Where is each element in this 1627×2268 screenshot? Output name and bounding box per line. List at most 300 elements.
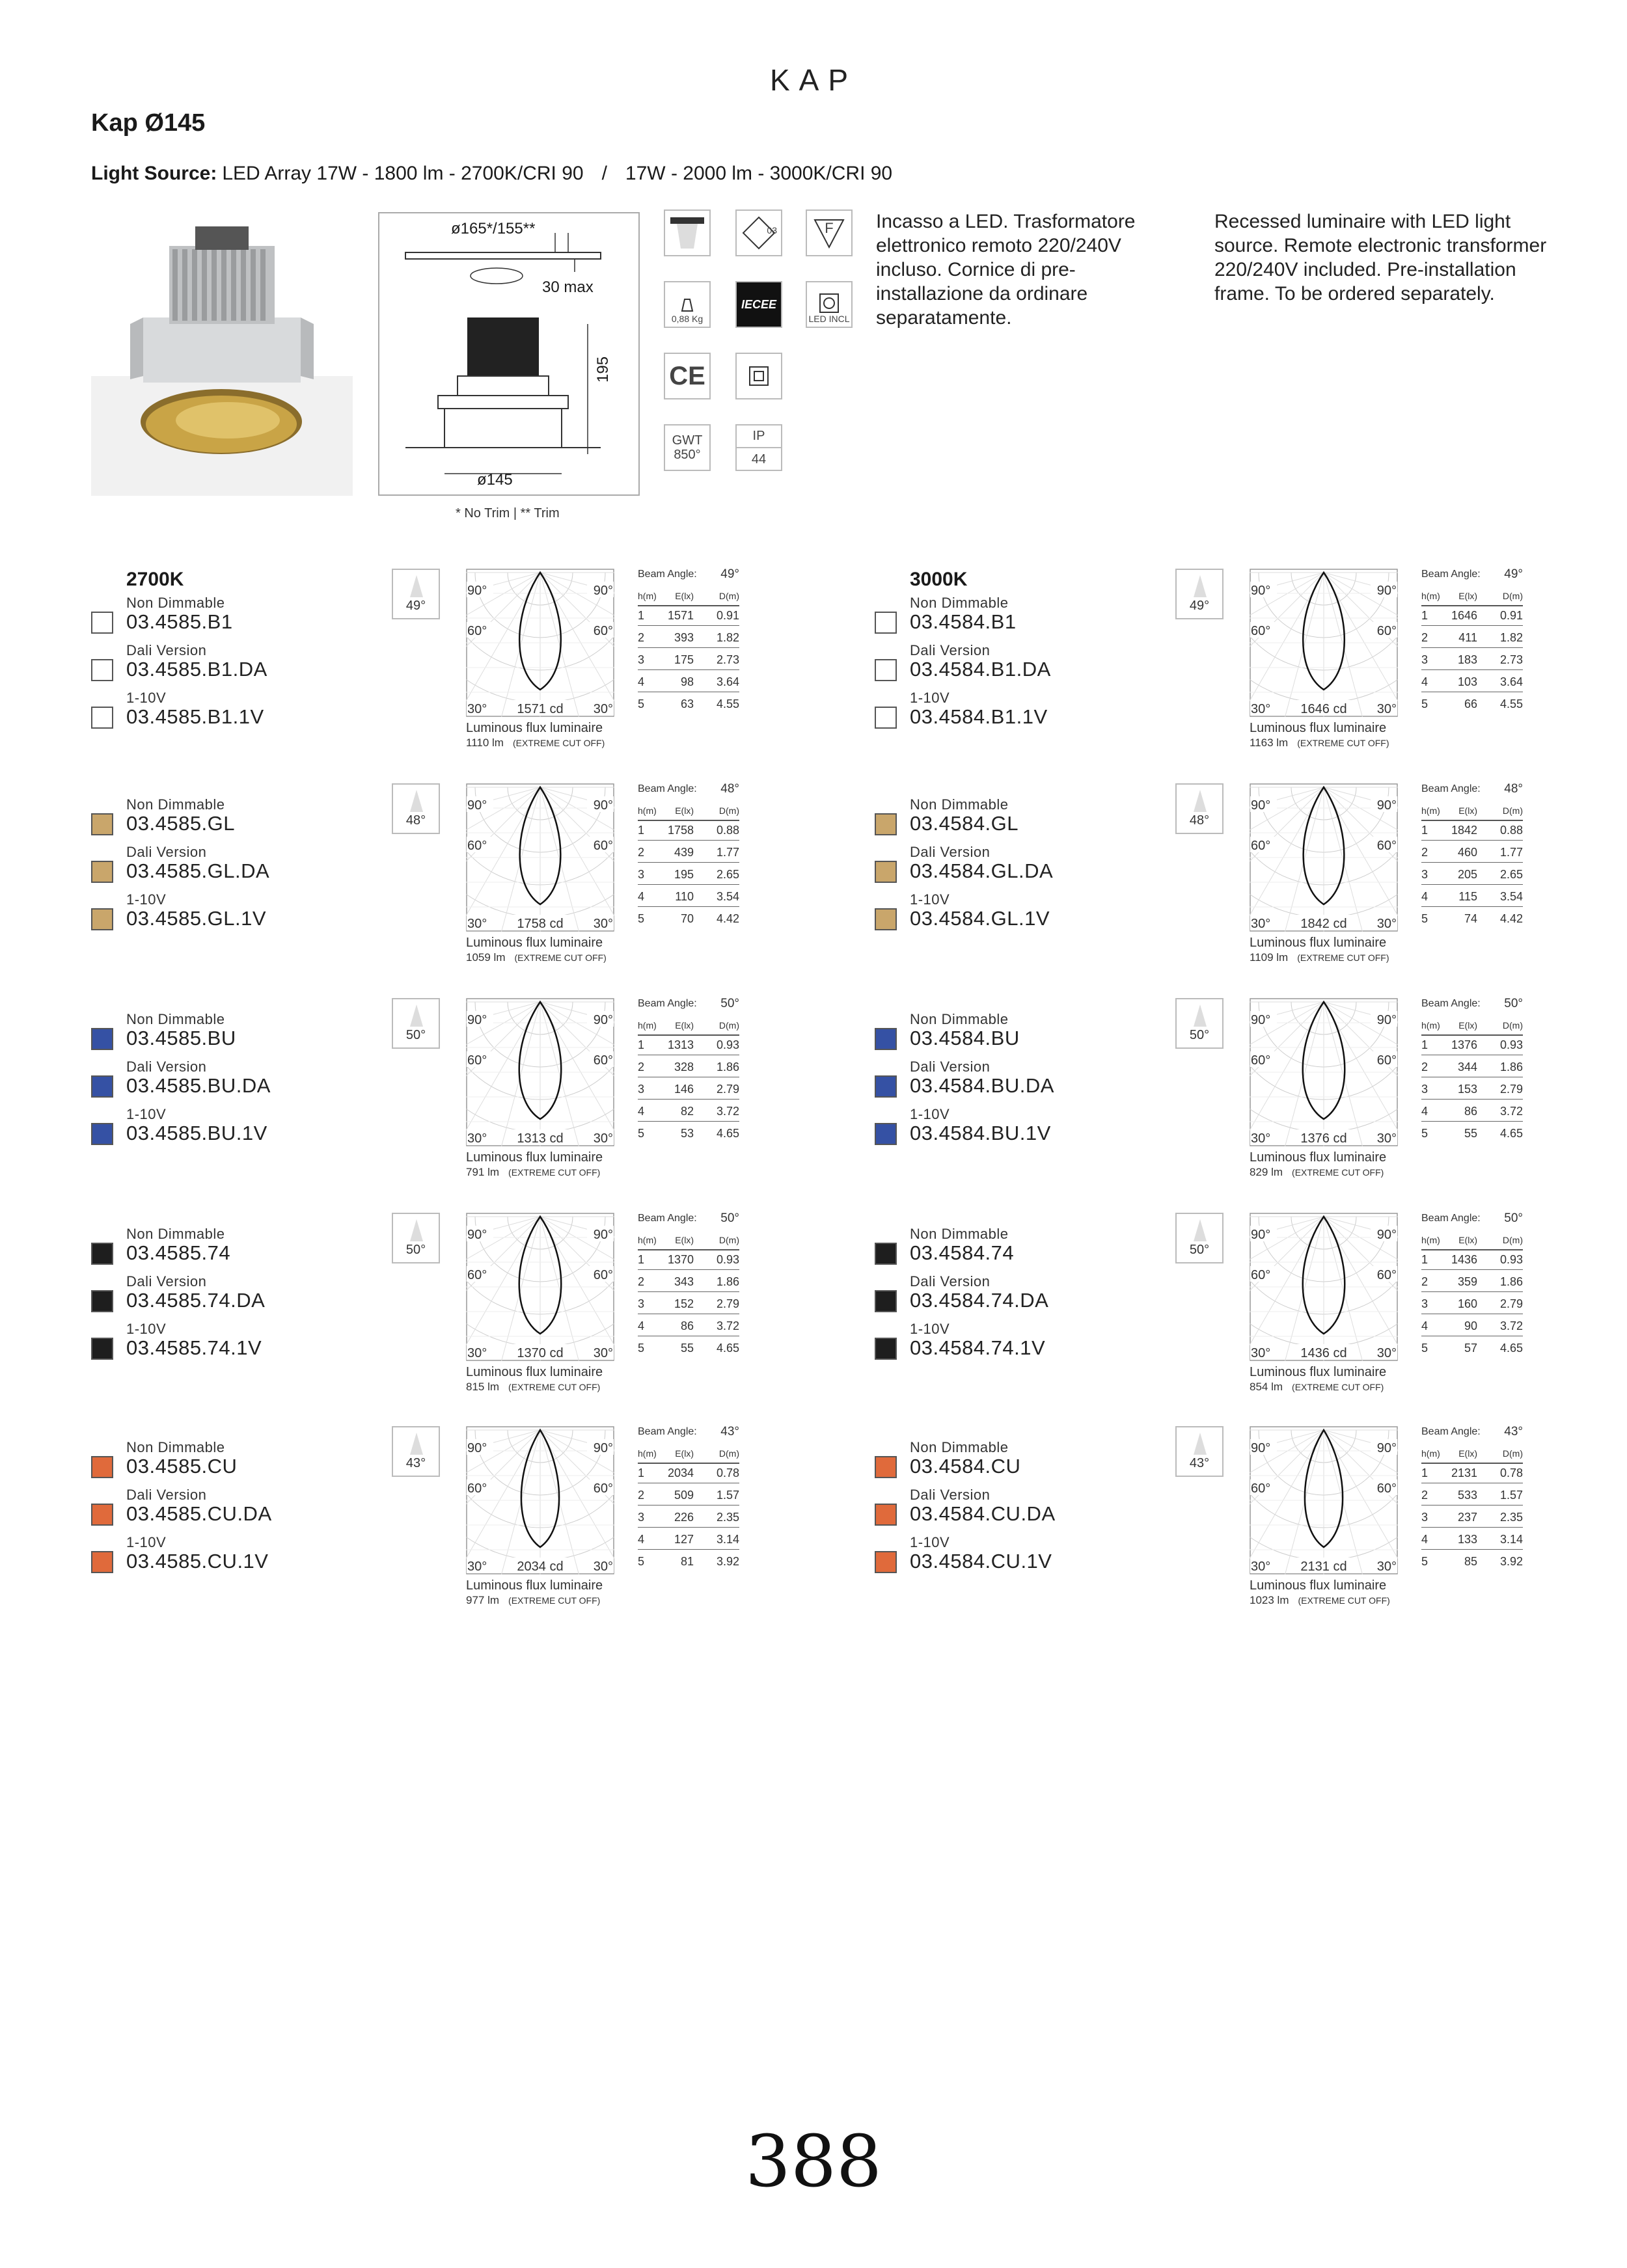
product-code: 03.4584.GL — [910, 812, 1019, 835]
table-row — [638, 653, 739, 670]
cell-illuminance: 439 — [674, 846, 694, 859]
product-code: 03.4584.BU — [910, 1027, 1020, 1049]
cell-illuminance: 55 — [1464, 1127, 1477, 1140]
luminous-flux-label: Luminous flux luminaire — [1250, 1150, 1387, 1165]
cell-illuminance: 63 — [680, 697, 694, 710]
table-row — [638, 631, 739, 648]
polar-label: 60° — [1251, 1268, 1271, 1282]
cell-illuminance: 533 — [1457, 1489, 1477, 1502]
cell-height: 1 — [1421, 1038, 1429, 1051]
col-diameter: D(m) — [718, 1020, 739, 1031]
polar-label: 90° — [1251, 798, 1271, 813]
product-code: 03.4585.B1.1V — [126, 705, 264, 728]
table-row — [638, 1489, 739, 1505]
beam-angle-table-value: 50° — [720, 1211, 739, 1225]
cell-height: 5 — [638, 1342, 645, 1355]
finish-swatch[interactable] — [875, 1075, 897, 1098]
finish-swatch[interactable] — [91, 1243, 113, 1265]
led-incl-icon — [806, 281, 853, 328]
luminous-flux-value: 829 lm — [1250, 1166, 1283, 1178]
beam-angle-header — [1421, 1426, 1523, 1438]
polar-label: 30° — [1251, 1559, 1271, 1574]
table-row — [1421, 912, 1523, 929]
product-code: 03.4585.CU.1V — [126, 1550, 269, 1573]
table-row — [1421, 890, 1523, 907]
variant-label: Non Dimmable — [910, 1011, 1009, 1027]
luminous-flux-value-row — [1250, 1379, 1386, 1394]
cell-illuminance: 110 — [675, 890, 694, 903]
cell-height: 3 — [638, 868, 645, 881]
cell-diameter: 0.78 — [716, 1466, 739, 1479]
cell-illuminance: 1376 — [1451, 1038, 1477, 1051]
table-row — [1421, 1533, 1523, 1550]
luminous-flux-value: 854 lm — [1250, 1381, 1283, 1393]
variant-label: Dali Version — [126, 1487, 207, 1503]
finish-swatch[interactable] — [91, 1123, 113, 1145]
beam-angle-icon — [1175, 998, 1224, 1049]
product-code: 03.4584.74 — [910, 1241, 1015, 1264]
luminous-flux — [466, 1365, 603, 1394]
ip-value: 44 — [737, 447, 781, 470]
col-diameter: D(m) — [718, 805, 739, 816]
variant-label: 1-10V — [910, 690, 950, 706]
cell-diameter: 4.42 — [716, 912, 739, 925]
finish-swatch[interactable] — [91, 707, 113, 729]
polar-label: 60° — [1251, 624, 1271, 638]
cell-diameter: 4.55 — [716, 697, 739, 710]
cell-illuminance: 1758 — [667, 824, 694, 837]
light-source-separator: / — [601, 163, 607, 184]
variant-label: Non Dimmable — [126, 1011, 225, 1027]
cell-height: 4 — [1421, 1319, 1429, 1332]
cell-height: 5 — [638, 912, 645, 925]
product-code: 03.4585.GL.1V — [126, 907, 267, 930]
finish-swatch[interactable] — [875, 1243, 897, 1265]
polar-label: 90° — [467, 798, 487, 813]
cell-height: 5 — [638, 697, 645, 710]
polar-label: 30° — [1251, 1346, 1271, 1360]
cell-diameter: 2.79 — [716, 1297, 739, 1310]
cell-height: 3 — [1421, 1511, 1429, 1524]
beam-angle-label: Beam Angle: — [1421, 1213, 1481, 1224]
product-block — [875, 998, 1627, 1193]
finish-swatch[interactable] — [875, 1551, 897, 1573]
polar-label: 60° — [1376, 839, 1397, 853]
col-height: h(m) — [638, 1020, 657, 1031]
cell-height: 5 — [638, 1127, 645, 1140]
polar-label: 90° — [593, 798, 613, 813]
cell-illuminance: 57 — [1464, 1342, 1477, 1355]
finish-swatch[interactable] — [91, 813, 113, 835]
cell-height: 2 — [1421, 1060, 1429, 1073]
col-illuminance: E(lx) — [675, 805, 694, 816]
iecee-label: IECEE — [741, 297, 777, 311]
finish-swatch[interactable] — [91, 1551, 113, 1573]
table-row — [1421, 868, 1523, 885]
cell-height: 1 — [638, 1253, 645, 1266]
cutoff-label: (EXTREME CUT OFF) — [1292, 1382, 1384, 1392]
cell-diameter: 0.78 — [1499, 1466, 1523, 1479]
finish-swatch[interactable] — [91, 1028, 113, 1050]
table-row — [1421, 1511, 1523, 1528]
luminous-flux-label: Luminous flux luminaire — [1250, 1578, 1387, 1593]
luminous-flux — [1250, 721, 1389, 750]
polar-label: 30° — [593, 1559, 613, 1574]
polar-diagram — [1250, 1426, 1398, 1574]
photometric-table-header — [638, 1235, 739, 1250]
finish-swatch[interactable] — [91, 1456, 113, 1478]
table-row — [638, 1466, 739, 1483]
finish-swatch[interactable] — [875, 1123, 897, 1145]
col-illuminance: E(lx) — [1458, 805, 1477, 816]
polar-label: 60° — [1251, 1481, 1271, 1496]
recessed-icon — [664, 209, 711, 256]
finish-swatch[interactable] — [875, 1338, 897, 1360]
cell-illuminance: 509 — [674, 1489, 694, 1502]
table-row — [638, 1533, 739, 1550]
cell-height: 1 — [638, 609, 645, 622]
luminous-flux — [1250, 1578, 1390, 1608]
cell-diameter: 1.86 — [716, 1275, 739, 1288]
cell-diameter: 4.65 — [716, 1127, 739, 1140]
ce-icon — [664, 353, 711, 399]
col-diameter: D(m) — [1502, 1235, 1523, 1245]
cell-diameter: 1.86 — [716, 1060, 739, 1073]
col-height: h(m) — [1421, 1020, 1440, 1031]
cell-illuminance: 86 — [680, 1319, 694, 1332]
finish-swatch[interactable] — [875, 908, 897, 930]
polar-label: 30° — [1251, 1131, 1271, 1146]
product-block — [875, 783, 1627, 979]
polar-label: 1313 cd — [517, 1131, 564, 1146]
luminous-flux-value-row — [466, 735, 605, 750]
beam-angle-icon — [392, 998, 440, 1049]
beam-cone-icon — [410, 790, 423, 812]
dim-top: ø165*/155** — [451, 220, 536, 237]
beam-angle-header — [1421, 1213, 1523, 1224]
polar-label: 90° — [593, 584, 613, 598]
beam-angle-header — [1421, 783, 1523, 795]
beam-angle-value: 43° — [405, 1456, 426, 1470]
polar-label: 60° — [1376, 624, 1397, 638]
finish-swatch[interactable] — [91, 1075, 113, 1098]
table-row — [638, 1060, 739, 1077]
product-block — [91, 1213, 872, 1408]
cell-illuminance: 115 — [1458, 890, 1477, 903]
finish-swatch[interactable] — [91, 659, 113, 681]
table-row — [1421, 1083, 1523, 1100]
cell-illuminance: 152 — [674, 1297, 694, 1310]
cell-illuminance: 1436 — [1451, 1253, 1477, 1266]
variant-label: Dali Version — [910, 1059, 991, 1075]
beam-cone-icon — [410, 1219, 423, 1241]
beam-angle-header — [638, 1426, 739, 1438]
cell-height: 3 — [638, 1511, 645, 1524]
photometric-table-header — [1421, 591, 1523, 606]
luminous-flux — [466, 721, 605, 750]
beam-cone-icon — [1194, 1005, 1207, 1027]
variant-label: Dali Version — [910, 844, 991, 860]
col-diameter: D(m) — [718, 1235, 739, 1245]
beam-angle-table-value: 50° — [1504, 997, 1523, 1010]
col-illuminance: E(lx) — [675, 1448, 694, 1459]
variant-label: Non Dimmable — [126, 1439, 225, 1455]
polar-label: 30° — [1376, 1131, 1397, 1146]
beam-angle-icon — [392, 783, 440, 834]
product-code: 03.4584.B1 — [910, 610, 1017, 633]
beam-angle-header — [1421, 998, 1523, 1010]
col-illuminance: E(lx) — [1458, 1448, 1477, 1459]
product-block — [875, 569, 1627, 764]
cell-diameter: 1.77 — [716, 846, 739, 859]
luminous-flux-value: 1059 lm — [466, 951, 506, 964]
cell-illuminance: 175 — [674, 653, 694, 666]
luminous-flux-value: 977 lm — [466, 1594, 500, 1606]
variant-label: Dali Version — [126, 1273, 207, 1289]
luminous-flux — [466, 1578, 603, 1608]
table-row — [1421, 1253, 1523, 1270]
cell-diameter: 1.77 — [1499, 846, 1523, 859]
dimension-drawing-svg — [379, 213, 638, 494]
beam-cone-icon — [1194, 575, 1207, 597]
cell-height: 5 — [638, 1555, 645, 1568]
finish-swatch[interactable] — [875, 861, 897, 883]
dimension-drawing — [378, 212, 640, 496]
luminous-flux — [1250, 1150, 1386, 1180]
polar-label: 30° — [1376, 1346, 1397, 1360]
polar-label: 60° — [593, 1268, 613, 1282]
polar-diagram — [466, 783, 614, 932]
col-height: h(m) — [1421, 805, 1440, 816]
polar-diagram — [466, 569, 614, 717]
product-code: 03.4584.74.DA — [910, 1289, 1049, 1312]
polar-label: 90° — [593, 1228, 613, 1242]
table-row — [1421, 1297, 1523, 1314]
table-row — [1421, 1060, 1523, 1077]
cell-illuminance: 359 — [1457, 1275, 1477, 1288]
beam-angle-header — [638, 1213, 739, 1224]
cell-height: 3 — [1421, 1083, 1429, 1096]
luminous-flux — [466, 936, 607, 965]
cell-height: 4 — [638, 1105, 645, 1118]
table-row — [1421, 1319, 1523, 1336]
polar-label: 30° — [1376, 1559, 1397, 1574]
product-code: 03.4585.74.DA — [126, 1289, 266, 1312]
luminous-flux-value-row — [1250, 735, 1389, 750]
cell-height: 2 — [1421, 1275, 1429, 1288]
polar-diagram — [466, 998, 614, 1146]
f-mark-icon — [806, 209, 853, 256]
variant-label: 1-10V — [910, 891, 950, 908]
col-illuminance: E(lx) — [1458, 1020, 1477, 1031]
cell-illuminance: 195 — [674, 868, 694, 881]
cell-illuminance: 70 — [680, 912, 694, 925]
table-row — [638, 912, 739, 929]
cell-diameter: 1.86 — [1499, 1060, 1523, 1073]
table-row — [638, 1253, 739, 1270]
product-code: 03.4585.CU.DA — [126, 1502, 272, 1525]
polar-label: 2131 cd — [1300, 1559, 1347, 1574]
product-code: 03.4585.BU.1V — [126, 1122, 267, 1144]
cell-height: 3 — [638, 653, 645, 666]
color-temperature: 2700K — [126, 569, 184, 590]
beam-cone-icon — [410, 1005, 423, 1027]
variant-label: Non Dimmable — [126, 1226, 225, 1242]
polar-label: 30° — [593, 917, 613, 931]
polar-label: 60° — [1376, 1481, 1397, 1496]
product-block — [875, 1213, 1627, 1408]
table-row — [638, 697, 739, 714]
cell-height: 2 — [638, 846, 645, 859]
beam-angle-header — [638, 569, 739, 580]
col-illuminance: E(lx) — [1458, 1235, 1477, 1245]
product-code: 03.4585.GL — [126, 812, 236, 835]
cell-illuminance: 2034 — [667, 1466, 694, 1479]
cell-diameter: 0.93 — [1499, 1253, 1523, 1266]
polar-label: 1436 cd — [1300, 1346, 1347, 1360]
cell-diameter: 2.79 — [716, 1083, 739, 1096]
table-row — [1421, 846, 1523, 863]
weight-icon — [664, 281, 711, 328]
variant-label: Non Dimmable — [910, 1226, 1009, 1242]
polar-label: 30° — [593, 1346, 613, 1360]
polar-label: 90° — [1251, 1228, 1271, 1242]
cell-height: 5 — [1421, 697, 1429, 710]
beam-angle-icon — [1175, 1426, 1224, 1477]
finish-swatch[interactable] — [91, 612, 113, 634]
cutoff-label: (EXTREME CUT OFF) — [1297, 952, 1389, 963]
table-row — [638, 824, 739, 841]
finish-swatch[interactable] — [875, 707, 897, 729]
class-icon — [735, 209, 782, 256]
polar-label: 60° — [593, 624, 613, 638]
col-height: h(m) — [1421, 1448, 1440, 1459]
variant-label: Non Dimmable — [910, 796, 1009, 813]
polar-label: 90° — [1376, 798, 1397, 813]
cell-height: 4 — [1421, 1533, 1429, 1546]
product-code: 03.4585.74 — [126, 1241, 231, 1264]
col-illuminance: E(lx) — [675, 591, 694, 601]
finish-swatch[interactable] — [91, 1290, 113, 1312]
polar-label: 30° — [467, 1346, 487, 1360]
cell-diameter: 1.82 — [716, 631, 739, 644]
table-row — [638, 1555, 739, 1572]
polar-label: 2034 cd — [517, 1559, 564, 1574]
finish-swatch[interactable] — [875, 659, 897, 681]
variant-label: 1-10V — [126, 1106, 167, 1122]
beam-angle-header — [638, 783, 739, 795]
product-code: 03.4585.CU — [126, 1455, 238, 1478]
cell-illuminance: 1646 — [1451, 609, 1477, 622]
cell-height: 5 — [1421, 1342, 1429, 1355]
gwt-icon — [664, 424, 711, 471]
table-row — [1421, 675, 1523, 692]
cell-illuminance: 460 — [1457, 846, 1477, 859]
table-row — [638, 609, 739, 626]
cell-height: 3 — [638, 1083, 645, 1096]
beam-angle-table-value: 49° — [720, 567, 739, 581]
variant-label: 1-10V — [910, 1106, 950, 1122]
col-illuminance: E(lx) — [675, 1235, 694, 1245]
col-diameter: D(m) — [718, 1448, 739, 1459]
beam-angle-table-value: 48° — [720, 782, 739, 796]
cell-height: 4 — [1421, 1105, 1429, 1118]
product-block — [91, 569, 872, 764]
polar-label: 90° — [467, 1013, 487, 1027]
finish-swatch[interactable] — [875, 1028, 897, 1050]
dim-max: 30 max — [542, 278, 594, 296]
polar-diagram — [1250, 1213, 1398, 1361]
product-code: 03.4584.B1.DA — [910, 658, 1051, 681]
photometric-table-header — [1421, 1235, 1523, 1250]
cell-diameter: 0.91 — [1499, 609, 1523, 622]
polar-label: 30° — [467, 702, 487, 716]
model-title: Kap Ø145 — [91, 109, 206, 137]
finish-swatch[interactable] — [875, 813, 897, 835]
cell-illuminance: 343 — [674, 1275, 694, 1288]
polar-label: 60° — [593, 1053, 613, 1068]
table-row — [1421, 653, 1523, 670]
cell-illuminance: 103 — [1457, 675, 1477, 688]
product-code: 03.4585.B1.DA — [126, 658, 267, 681]
polar-label: 90° — [1376, 1228, 1397, 1242]
cell-height: 5 — [1421, 912, 1429, 925]
beam-angle-icon — [392, 569, 440, 619]
product-code: 03.4585.GL.DA — [126, 859, 270, 882]
cell-illuminance: 344 — [1457, 1060, 1477, 1073]
beam-angle-label: Beam Angle: — [1421, 569, 1481, 580]
brand-title: KAP — [769, 63, 858, 97]
variant-label: 1-10V — [910, 1321, 950, 1337]
table-row — [1421, 824, 1523, 841]
cell-diameter: 2.79 — [1499, 1083, 1523, 1096]
luminous-flux-label: Luminous flux luminaire — [1250, 721, 1387, 735]
f-mark-label: F — [825, 220, 834, 236]
weight-value: 0,88 Kg — [671, 314, 704, 324]
cell-illuminance: 411 — [1458, 631, 1477, 644]
cell-illuminance: 66 — [1464, 697, 1477, 710]
polar-label: 30° — [467, 917, 487, 931]
cell-diameter: 0.88 — [716, 824, 739, 837]
cell-height: 5 — [1421, 1555, 1429, 1568]
finish-swatch[interactable] — [91, 1504, 113, 1526]
variant-label: 1-10V — [910, 1534, 950, 1550]
finish-swatch[interactable] — [91, 908, 113, 930]
polar-diagram — [1250, 998, 1398, 1146]
cell-illuminance: 86 — [1464, 1105, 1477, 1118]
finish-swatch[interactable] — [875, 1290, 897, 1312]
variant-label: Non Dimmable — [910, 595, 1009, 611]
finish-swatch[interactable] — [91, 861, 113, 883]
finish-swatch[interactable] — [875, 1456, 897, 1478]
cell-height: 3 — [1421, 1297, 1429, 1310]
cell-diameter: 1.57 — [716, 1489, 739, 1502]
beam-angle-value: 48° — [405, 813, 426, 828]
finish-swatch[interactable] — [91, 1338, 113, 1360]
beam-angle-table-value: 48° — [1504, 782, 1523, 796]
luminous-flux-value-row — [466, 1593, 603, 1608]
cell-height: 1 — [1421, 609, 1429, 622]
cell-height: 2 — [1421, 631, 1429, 644]
variant-label: Dali Version — [126, 642, 207, 658]
luminous-flux-label: Luminous flux luminaire — [1250, 1365, 1387, 1379]
cell-height: 4 — [638, 890, 645, 903]
finish-swatch[interactable] — [875, 1504, 897, 1526]
table-row — [1421, 1489, 1523, 1505]
finish-swatch[interactable] — [875, 612, 897, 634]
cutoff-label: (EXTREME CUT OFF) — [514, 952, 607, 963]
polar-label: 30° — [467, 1131, 487, 1146]
